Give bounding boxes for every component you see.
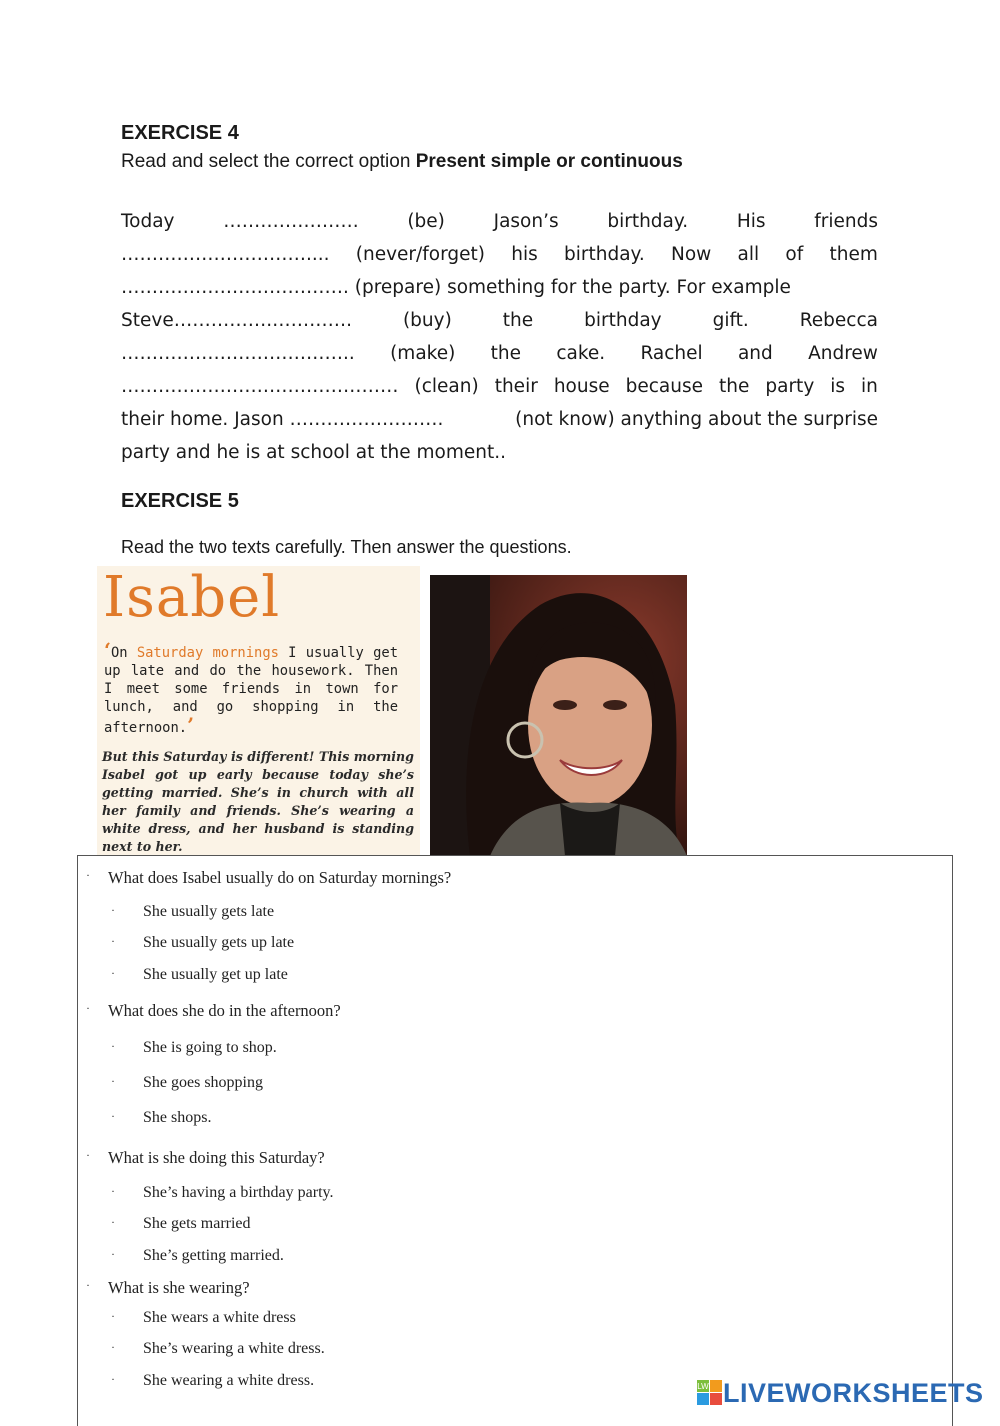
exercise-4-instruction	[121, 151, 683, 173]
option-bullet: ·	[111, 966, 115, 980]
answer-option[interactable]: She shops.	[143, 1109, 212, 1126]
option-bullet: ·	[111, 903, 115, 917]
option-bullet: ·	[111, 1039, 115, 1053]
answer-option[interactable]: She usually gets up late	[143, 934, 295, 951]
paragraph-word: friends	[814, 211, 878, 232]
option-bullet: ·	[111, 1109, 115, 1123]
paragraph-word: (never/forget)	[355, 244, 485, 265]
answer-option[interactable]: She usually gets late	[143, 903, 275, 920]
paragraph-word: his	[511, 244, 538, 265]
paragraph-word: (make)	[390, 343, 456, 364]
paragraph-word: Andrew	[808, 343, 878, 364]
answer-option[interactable]: She’s having a birthday party.	[143, 1184, 334, 1201]
isabel-photo	[430, 575, 687, 856]
paragraph-line	[121, 436, 878, 469]
question-bullet: ·	[86, 868, 90, 882]
answer-option[interactable]: She goes shopping	[143, 1074, 263, 1091]
liveworksheets-logo-icon	[697, 1380, 723, 1406]
question-text: What is she wearing?	[108, 1278, 250, 1297]
option-bullet: ·	[111, 1309, 115, 1323]
exercise-4-title: EXERCISE 4	[121, 122, 239, 144]
answer-option[interactable]: She is going to shop.	[143, 1039, 277, 1056]
paragraph-line	[121, 304, 878, 337]
paragraph-word: the	[490, 343, 521, 364]
paragraph-word: Steve…………….………….	[121, 310, 352, 331]
paragraph-word: the	[502, 310, 534, 331]
quote-open-mark: ‘	[104, 638, 111, 662]
svg-text:LW: LW	[697, 1382, 709, 1391]
question-bullet: ·	[86, 1278, 90, 1292]
answer-option[interactable]: She wears a white dress	[143, 1309, 296, 1326]
paragraph-word: party and he is at school at the moment..	[121, 442, 506, 463]
paragraph-word: is	[830, 376, 846, 397]
paragraph-line	[121, 238, 878, 271]
paragraph-word: house	[553, 376, 610, 397]
paragraph-word: Now	[671, 244, 712, 265]
question-text: What does she do in the afternoon?	[108, 1001, 341, 1020]
paragraph-line	[121, 370, 878, 403]
paragraph-line	[121, 403, 878, 436]
paragraph-word: Rachel	[640, 343, 703, 364]
paragraph-word: ………………….	[223, 211, 359, 232]
answer-option[interactable]: She usually get up late	[143, 966, 288, 983]
clipping-quote	[104, 638, 398, 737]
paragraph-word: …………………………....	[121, 244, 330, 265]
exercise-5-title: EXERCISE 5	[121, 490, 239, 512]
paragraph-word: party	[765, 376, 815, 397]
paragraph-word: His	[736, 211, 766, 232]
option-bullet: ·	[111, 1247, 115, 1261]
paragraph-word: in	[861, 376, 878, 397]
paragraph-word: (be)	[407, 211, 445, 232]
question-text: What is she doing this Saturday?	[108, 1148, 325, 1167]
paragraph-word: birthday.	[564, 244, 645, 265]
liveworksheets-brand	[697, 1378, 984, 1408]
paragraph-word: their	[494, 376, 538, 397]
paragraph-word: Today	[121, 211, 175, 232]
paragraph-word: Rebecca	[799, 310, 878, 331]
paragraph-word: cake.	[556, 343, 606, 364]
paragraph-word: because	[625, 376, 703, 397]
paragraph-word: them	[829, 244, 878, 265]
paragraph-word: (buy)	[402, 310, 452, 331]
question-bullet: ·	[86, 1001, 90, 1015]
quote-part-1: On	[110, 645, 137, 661]
paragraph-word: all	[737, 244, 760, 265]
answer-option[interactable]: She wearing a white dress.	[143, 1372, 315, 1389]
paragraph-word: of	[785, 244, 804, 265]
quote-highlight: Saturday mornings	[136, 645, 279, 661]
option-bullet: ·	[111, 1215, 115, 1229]
paragraph-word: Jason’s	[493, 211, 559, 232]
paragraph-word: (clean)	[414, 376, 479, 397]
paragraph-word: ………………………………. (prepare) something for the party. For example	[121, 277, 791, 298]
option-bullet: ·	[111, 934, 115, 948]
quote-part-2: I usually get up late and do the housework. Then I meet some friends in town for lunch, and go shopping in the afternoon.	[104, 645, 398, 736]
paragraph-word: ………………………………..	[121, 343, 355, 364]
instruction-emphasis: Present simple or continuous	[415, 151, 683, 172]
brand-name: LIVEWORKSHEETS	[723, 1377, 984, 1408]
instruction-text: Read and select the correct option	[121, 151, 416, 172]
option-bullet: ·	[111, 1372, 115, 1386]
paragraph-word: their home. Jason …………………….	[121, 409, 444, 430]
answer-option[interactable]: She’s getting married.	[143, 1247, 284, 1264]
question-text: What does Isabel usually do on Saturday mornings?	[108, 868, 452, 887]
paragraph-word: the	[719, 376, 750, 397]
paragraph-word: ………………………………………	[121, 376, 399, 397]
paragraph-word: gift.	[712, 310, 749, 331]
clipping-title: Isabel	[103, 565, 281, 630]
paragraph-word: birthday.	[607, 211, 689, 232]
paragraph-word: and	[737, 343, 773, 364]
gap-fill-paragraph	[121, 205, 878, 469]
paragraph-word: (not know) anything about the surprise	[515, 409, 878, 430]
clipping-story: But this Saturday is different! This morning Isabel got up early because today she’s getting married. She’s in church with all her family and friends. She’s wearing a white dress, and her husband is standing next to her.	[102, 749, 414, 854]
answer-option[interactable]: She gets married	[143, 1215, 251, 1232]
exercise-5-instruction: Read the two texts carefully. Then answer the questions.	[121, 537, 572, 557]
option-bullet: ·	[111, 1184, 115, 1198]
question-bullet: ·	[86, 1148, 90, 1162]
answer-option[interactable]: She’s wearing a white dress.	[143, 1340, 325, 1357]
option-bullet: ·	[111, 1340, 115, 1354]
paragraph-line	[121, 205, 878, 238]
quote-close-mark: ’	[187, 713, 195, 737]
paragraph-line	[121, 337, 878, 370]
paragraph-word: birthday	[584, 310, 662, 331]
paragraph-line	[121, 271, 878, 304]
option-bullet: ·	[111, 1074, 115, 1088]
